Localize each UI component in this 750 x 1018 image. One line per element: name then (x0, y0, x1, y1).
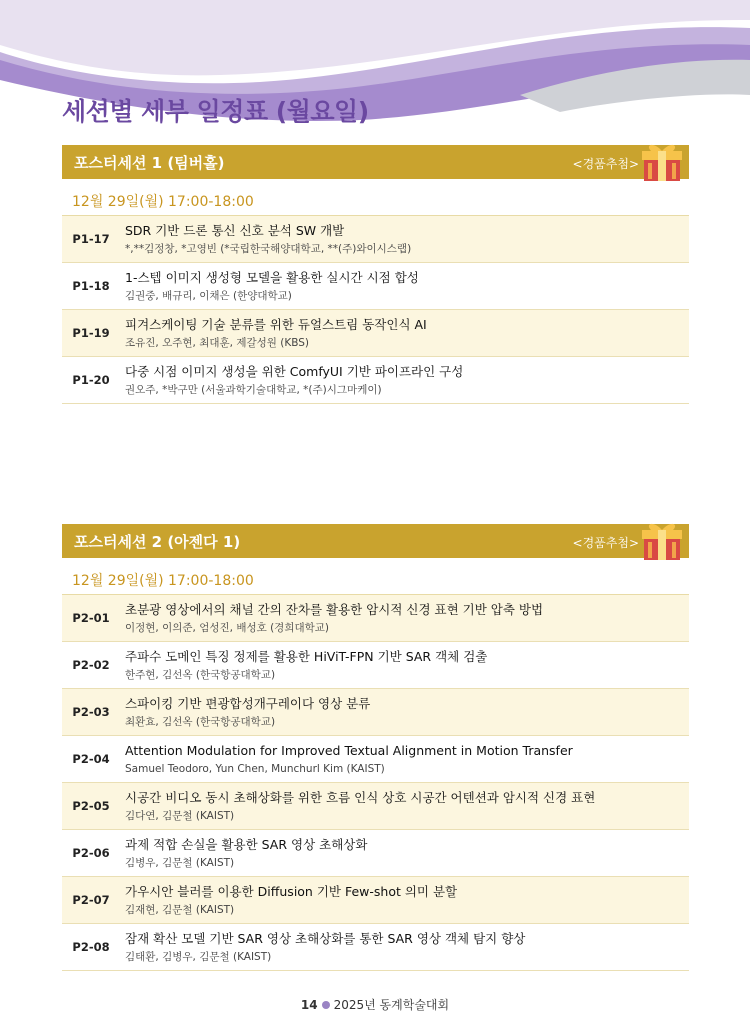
table-row (62, 689, 689, 736)
paper-code: P1-17 (72, 232, 110, 246)
paper-title: Attention Modulation for Improved Textual Alignment in Motion Transfer (125, 742, 573, 758)
table-row (62, 263, 689, 310)
session-header (62, 145, 689, 179)
paper-code: P2-05 (72, 799, 110, 813)
table-row (62, 783, 689, 830)
table-row (62, 216, 689, 263)
paper-title: 과제 적합 손실을 활용한 SAR 영상 초해상화 (125, 836, 368, 852)
paper-title: SDR 기반 드론 통신 신호 분석 SW 개발 (125, 222, 345, 238)
paper-authors: Samuel Teodoro, Yun Chen, Munchurl Kim (KAIST) (125, 762, 385, 775)
paper-code: P1-19 (72, 326, 110, 340)
session-title: 포스터세션 2 (아젠다 1) (74, 533, 241, 551)
bullet-dot-icon (322, 1001, 330, 1009)
paper-authors: 김재현, 김문철 (KAIST) (125, 903, 235, 916)
page-number: 14 (300, 998, 318, 1012)
paper-code: P2-07 (72, 893, 110, 907)
paper-title: 가우시안 블러를 이용한 Diffusion 기반 Few-shot 의미 분할 (125, 883, 458, 899)
paper-code: P2-03 (72, 705, 110, 719)
table-row (62, 595, 689, 642)
paper-authors: 김태환, 김병우, 김문철 (KAIST) (125, 950, 272, 963)
paper-authors: 한주현, 김선옥 (한국항공대학교) (125, 668, 276, 681)
paper-code: P2-08 (72, 940, 110, 954)
paper-title: 피겨스케이팅 기술 분류를 위한 듀얼스트림 동작인식 AI (125, 316, 427, 332)
session-title: 포스터세션 1 (팀버홀) (74, 154, 225, 172)
page-footer (0, 996, 750, 1013)
paper-authors: 권오주, *박구만 (서울과학기술대학교, *(주)시그마케이) (125, 383, 382, 396)
paper-code: P1-20 (72, 373, 110, 387)
gift-box-icon (639, 518, 685, 562)
paper-code: P1-18 (72, 279, 110, 293)
table-row (62, 357, 689, 404)
poster-session-1 (62, 145, 689, 404)
paper-code: P2-02 (72, 658, 110, 672)
paper-code: P2-06 (72, 846, 110, 860)
event-name: 2025년 동계학술대회 (333, 998, 450, 1012)
paper-authors: *,**김정창, *고영빈 (*국립한국해양대학교, **(주)와이시스랩) (125, 242, 412, 255)
session-date: 12월 29일(월) 17:00-18:00 (72, 194, 254, 210)
paper-title: 다중 시점 이미지 생성을 위한 ComfyUI 기반 파이프라인 구성 (125, 363, 464, 379)
paper-authors: 최환효, 김선옥 (한국항공대학교) (125, 715, 276, 728)
paper-title: 초분광 영상에서의 채널 간의 잔차를 활용한 암시적 신경 표현 기반 압축 방법 (125, 601, 544, 617)
paper-title: 주파수 도메인 특징 정제를 활용한 HiViT-FPN 기반 SAR 객체 검출 (125, 648, 488, 664)
paper-code: P2-04 (72, 752, 110, 766)
paper-code: P2-01 (72, 611, 110, 625)
paper-authors: 김다연, 김문철 (KAIST) (125, 809, 235, 822)
paper-authors: 조유진, 오주현, 최대훈, 제갈성원 (KBS) (125, 336, 309, 349)
paper-authors: 김병우, 김문철 (KAIST) (125, 856, 235, 869)
paper-authors: 김권중, 배규리, 이채은 (한양대학교) (125, 289, 292, 302)
paper-title: 시공간 비디오 동시 초해상화를 위한 흐름 인식 상호 시공간 어텐션과 암시적 신경 표현 (125, 789, 596, 805)
poster-session-2 (62, 524, 689, 971)
table-row (62, 310, 689, 357)
table-row (62, 736, 689, 783)
prize-draw-label: <경품추첨> (572, 536, 639, 550)
prize-draw-label: <경품추첨> (572, 157, 639, 171)
table-row (62, 642, 689, 689)
table-row (62, 830, 689, 877)
paper-authors: 이정현, 이의준, 엄성진, 배성호 (경희대학교) (125, 621, 329, 634)
paper-title: 1-스텝 이미지 생성형 모델을 활용한 실시간 시점 합성 (125, 269, 419, 285)
session-date: 12월 29일(월) 17:00-18:00 (72, 573, 254, 589)
table-row (62, 877, 689, 924)
gift-box-icon (639, 139, 685, 183)
table-row (62, 924, 689, 971)
paper-title: 잠재 확산 모델 기반 SAR 영상 초해상화를 통한 SAR 영상 객체 탐지 향상 (125, 930, 526, 946)
paper-title: 스파이킹 기반 편광합성개구레이다 영상 분류 (125, 695, 371, 711)
page-title: 세션별 세부 일정표 (월요일) (62, 97, 369, 126)
session-header (62, 524, 689, 558)
